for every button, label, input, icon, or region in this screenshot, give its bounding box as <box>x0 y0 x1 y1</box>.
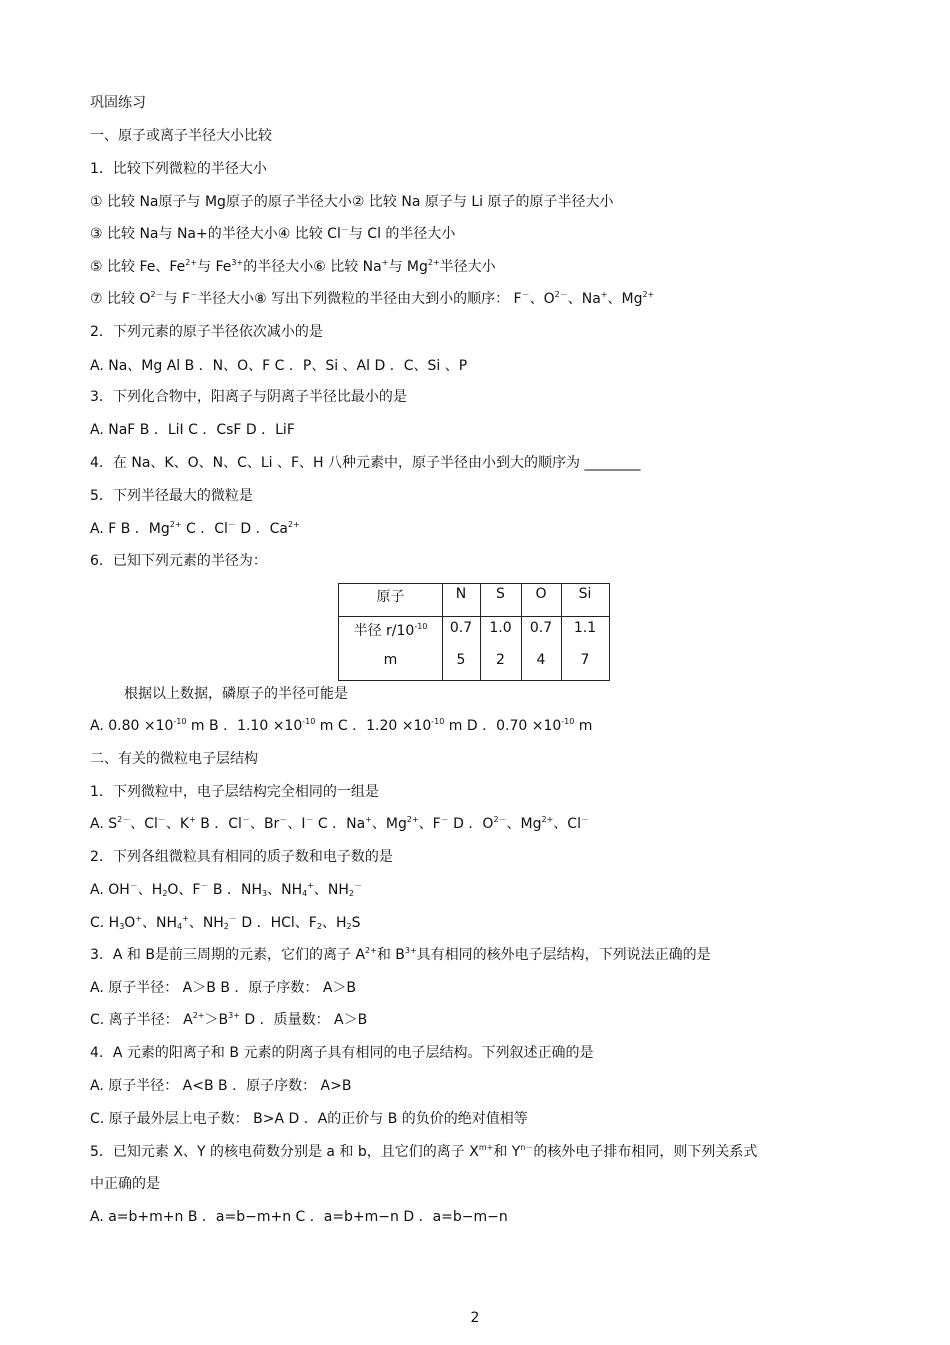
table-cell: 0.7 <box>449 620 473 636</box>
table-header-o: O <box>535 586 547 602</box>
s2-q5-stem: 5．已知元素 X、Y 的核电荷数分别是 a 和 b，且它们的离子 $X^{m+}$和 $Y^{n-}$的核外电子排布相同，则下列关系式 <box>90 1143 758 1160</box>
table-header-atom: 原子 <box>376 589 405 605</box>
s1-q3-options: A. NaF B ．LiI C ．CsF D ．LiF <box>90 422 295 438</box>
s1-q2-options: A. Na、Mg Al B ．N、O、F C ．P、Si 、Al D ．C、Si 、P <box>90 358 468 374</box>
s2-q2-stem: 2．下列各组微粒具有相同的质子数和电子数的是 <box>90 849 393 865</box>
s1-q5-options: A. F B ．$Mg^{2+}$ C ．Cl－ D ．$Ca^{2+}$ <box>90 520 300 537</box>
table-header-s: S <box>496 586 505 602</box>
s2-q1-stem: 1．下列微粒中，电子层结构完全相同的一组是 <box>90 784 379 800</box>
table-cell: 1.1 <box>573 620 597 636</box>
s2-q4-option-a: A. 原子半径： A<B B ．原子序数： A>B <box>90 1078 352 1094</box>
s1-q1-stem: 1．比较下列微粒的半径大小 <box>90 161 267 177</box>
s2-q1-options: A. $S^{2-}$、Cl－、K+ B ．Cl－、Br－、I－ C ．Na+、$Mg^{2+}$、F－ D ．$O^{2-}$、$Mg^{2+}$、Cl－ <box>90 815 589 832</box>
s1-q1-item-4: ⑦ 比较 $O^{2-}$与 F－半径大小⑧ 写出下列微粒的半径由大到小的顺序： F－、$O^{2-}$、Na+、$Mg^{2+}$ <box>90 290 655 307</box>
table-cell: 0.7 <box>529 620 553 636</box>
s2-q3-option-c: C. 离子半径： $A^{2+}>B^{3+}$ D ．质量数： A＞B <box>90 1011 368 1028</box>
s1-q4-stem: 4．在 Na、K、O、N、C、Li 、F、H 八种元素中，原子半径由小到大的顺序为 ________ <box>90 455 641 471</box>
s2-q5-stem-continued: 中正确的是 <box>90 1176 160 1192</box>
s2-q4-stem: 4．A 元素的阳离子和 B 元素的阴离子具有相同的电子层结构。下列叙述正确的是 <box>90 1045 594 1061</box>
exercise-title: 巩固练习 <box>90 95 146 111</box>
s2-q2-option-c: C. $H_3O^+$、$NH_4^+$、$NH_2^-$ D ．HCl、$F_2$、$H_2S$ <box>90 914 361 931</box>
s1-q6-note: 根据以上数据，磷原子的半径可能是 <box>124 686 348 702</box>
table-cell: 5 <box>456 652 466 668</box>
s1-q5-stem: 5．下列半径最大的微粒是 <box>90 488 253 504</box>
s1-q1-item-1: ① 比较 Na原子与 Mg原子的原子半径大小② 比较 Na 原子与 Li 原子的原子半径大小 <box>90 194 614 210</box>
section2-heading: 二、有关的微粒电子层结构 <box>90 751 258 767</box>
s1-q1-item-2: ③ 比较 Na与 Na+的半径大小④ 比较 Cl－与 Cl 的半径大小 <box>90 225 456 242</box>
page-number: 2 <box>470 1310 480 1326</box>
s1-q2-stem: 2．下列元素的原子半径依次减小的是 <box>90 324 323 340</box>
table-cell: 2 <box>496 652 505 668</box>
table-cell: 1.0 <box>489 620 512 636</box>
section1-heading: 一、原子或离子半径大小比较 <box>90 128 272 144</box>
table-header-n: N <box>455 586 467 602</box>
s2-q2-option-a: A. OH－、$H_2O$、F－ B ．$NH_3$、$NH_4^+$、$NH_2^-$ <box>90 881 362 898</box>
table-cell: 4 <box>536 652 546 668</box>
s1-q6-options: A. $0.80 \times 10^{-10}$ m B ．$1.10 \times 10^{-10}$ m C ．$1.20 \times 10^{-10}$ m D ．$0.70 \times 10^{-10}$ m <box>90 717 593 734</box>
s2-q3-option-a: A. 原子半径： A＞B B ．原子序数： A＞B <box>90 980 356 996</box>
s2-q4-option-c: C. 原子最外层上电子数： B>A D ．A的正价与 B 的负价的绝对值相等 <box>90 1111 528 1127</box>
radius-table <box>338 583 610 681</box>
table-cell: 7 <box>580 652 590 668</box>
s1-q1-item-3: ⑤ 比较 Fe、$Fe^{2+}$与 $Fe^{3+}$的半径大小⑥ 比较 Na+与 $Mg^{2+}$半径大小 <box>90 258 496 275</box>
table-row-label-unit: m <box>383 652 398 668</box>
table-header-si: Si <box>578 586 592 602</box>
s2-q3-stem: 3．A 和 B是前三周期的元素，它们的离子 $A^{2+}$和 $B^{3+}$具有相同的核外电子层结构，下列说法正确的是 <box>90 946 711 963</box>
table-row-label: 半径 $r/10^{-10}$ <box>353 622 428 639</box>
s1-q3-stem: 3．下列化合物中，阳离子与阴离子半径比最小的是 <box>90 389 407 405</box>
s2-q5-options: A. a=b+m+n B ．a=b−m+n C ．a=b+m−n D ．a=b−m−n <box>90 1209 508 1225</box>
s1-q6-stem: 6．已知下列元素的半径为： <box>90 553 267 569</box>
